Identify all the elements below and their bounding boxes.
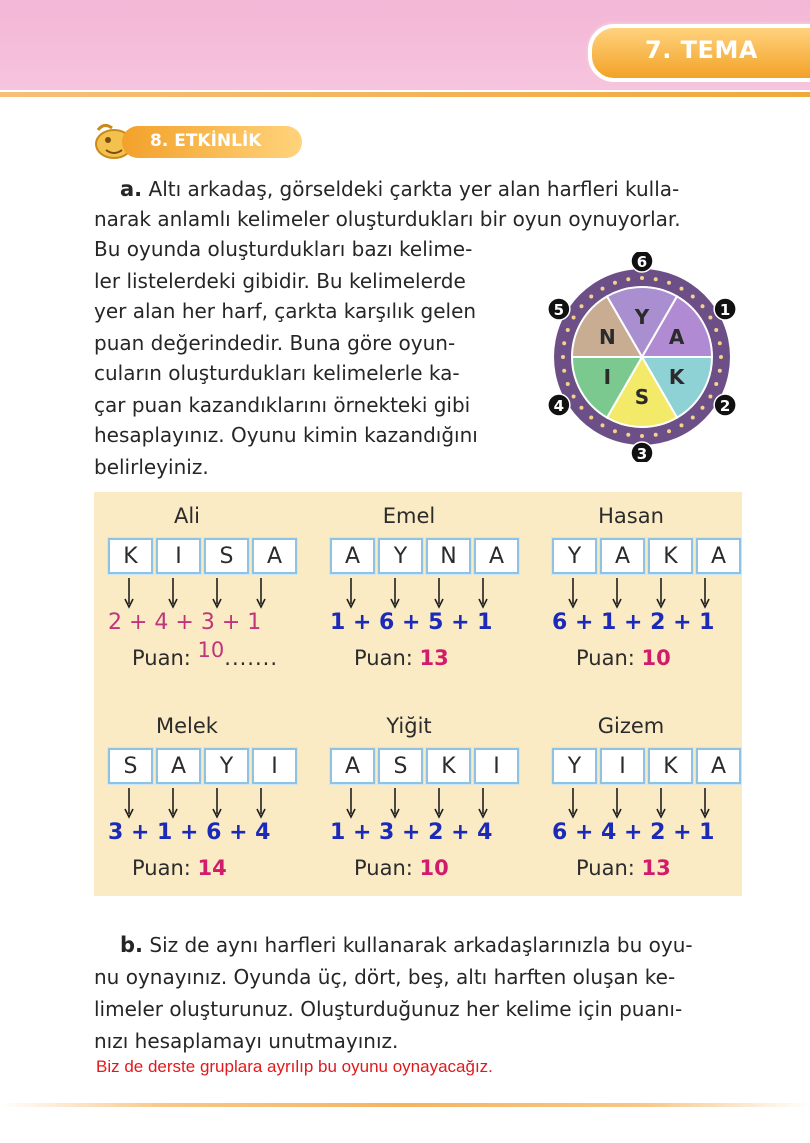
letter-box: I (474, 748, 519, 784)
arrows-group (330, 576, 510, 610)
score-label: Puan: (354, 856, 413, 880)
wheel-rim-light (562, 369, 566, 373)
part-a-line (94, 234, 472, 264)
part-a-label: a. (120, 177, 143, 201)
line-text: Altı arkadaş, görseldeki çarkta yer alan harfleri kulla- (142, 177, 680, 201)
wheel-rim-light (667, 429, 671, 433)
score-line (354, 646, 449, 670)
player-name: Melek (156, 714, 218, 738)
part-a-line (120, 174, 679, 204)
letter-box: A (252, 538, 297, 574)
score-value: 14 (197, 856, 227, 880)
score-label: Puan: (354, 646, 413, 670)
wheel-rim-light (654, 277, 658, 281)
letter-box: S (108, 748, 153, 784)
player-card (538, 492, 727, 682)
score-line (132, 856, 227, 880)
score-value-handwritten: 10 (197, 638, 225, 662)
line-text: cuların oluşturdukları kelimelerle ka- (94, 361, 460, 385)
arrows-group (330, 786, 510, 820)
word-letters (330, 538, 522, 574)
wheel-rim-light (589, 416, 593, 420)
part-a-line (94, 204, 681, 234)
word-letters (330, 748, 522, 784)
line-text: yer alan her harf, çarkta karşılık gelen (94, 299, 477, 323)
wheel-rim-light (626, 433, 630, 437)
line-text: nızı hesaplamayı unutmayınız. (94, 1029, 399, 1053)
wheel-rim-light (572, 316, 576, 320)
wheel-rim-light (561, 355, 565, 359)
footer-divider (0, 1103, 810, 1107)
wheel-rim-light (589, 294, 593, 298)
letter-box: Y (552, 538, 597, 574)
letter-box: S (378, 748, 423, 784)
line-text: nu oynayınız. Oyunda üç, dört, beş, altı harften oluşan ke- (94, 965, 676, 989)
wheel-rim-light (714, 328, 718, 332)
wheel-rim-light (708, 395, 712, 399)
players-panel (94, 492, 742, 896)
letter-box: A (600, 538, 645, 574)
score-sum: 2 + 4 + 3 + 1 (108, 610, 262, 635)
arrows-group (108, 576, 288, 610)
wheel-number: 2 (719, 397, 731, 415)
wheel-rim-light (718, 369, 722, 373)
arrows-group (108, 786, 288, 820)
wheel-rim-light (667, 281, 671, 285)
word-letters (552, 748, 744, 784)
letter-box: A (474, 538, 519, 574)
theme-label: 7. TEMA (645, 36, 758, 64)
player-card (94, 702, 280, 892)
player-name: Hasan (598, 504, 664, 528)
score-sum: 6 + 4 + 2 + 1 (552, 820, 715, 845)
wheel-letter: A (668, 325, 685, 349)
line-text: puan değerindedir. Buna göre oyun- (94, 331, 456, 355)
wheel-rim-light (613, 281, 617, 285)
score-line (354, 856, 449, 880)
wheel-rim-light (579, 406, 583, 410)
score-sum: 1 + 3 + 2 + 4 (330, 820, 493, 845)
wheel-rim-light (708, 316, 712, 320)
letter-box: A (696, 748, 741, 784)
word-letters (108, 748, 300, 784)
score-line (576, 856, 671, 880)
letter-box: A (330, 748, 375, 784)
wheel-rim-light (601, 287, 605, 291)
line-text: hesaplayınız. Oyunu kimin kazandığını (94, 423, 478, 447)
teacher-note: Biz de derste gruplara ayrılıp bu oyunu oynayacağız. (96, 1057, 493, 1076)
letter-wheel (542, 252, 742, 462)
wheel-number: 1 (719, 301, 731, 319)
wheel-number: 3 (636, 445, 648, 462)
line-text: belirleyiniz. (94, 455, 209, 479)
wheel-rim-light (701, 304, 705, 308)
wheel-rim-light (714, 382, 718, 386)
wheel-letter: I (603, 365, 612, 389)
part-a-line (94, 358, 460, 388)
score-label: Puan: (132, 856, 191, 880)
player-name: Gizem (597, 714, 665, 738)
part-a-line (94, 266, 466, 296)
wheel-rim-light (613, 429, 617, 433)
letter-box: Y (204, 748, 249, 784)
wheel-rim-light (701, 406, 705, 410)
part-a-line (94, 452, 209, 482)
wheel-rim-light (719, 355, 723, 359)
arrows-group (552, 786, 732, 820)
wheel-rim-light (562, 341, 566, 345)
part-b-label: b. (120, 933, 144, 957)
part-a-line (94, 328, 455, 358)
wheel-rim-light (640, 434, 644, 438)
player-name: Yiğit (386, 714, 432, 738)
letter-box: I (252, 748, 297, 784)
wheel-number: 6 (636, 253, 648, 271)
wheel-rim-light (579, 304, 583, 308)
score-value: 13 (419, 646, 449, 670)
wheel-rim-light (691, 416, 695, 420)
score-sum: 3 + 1 + 6 + 4 (108, 820, 271, 845)
activity-label: 8. ETKİNLİK (150, 131, 262, 151)
line-text: ler listelerdeki gibidir. Bu kelimelerde (94, 269, 466, 293)
score-label: Puan: (576, 856, 635, 880)
letter-box: K (648, 748, 693, 784)
line-text: limeler oluşturunuz. Oluşturduğunuz her kelime için puanı- (94, 997, 683, 1021)
letter-box: Y (378, 538, 423, 574)
part-b-line (94, 994, 682, 1024)
wheel-rim-light (566, 328, 570, 332)
score-sum: 6 + 1 + 2 + 1 (552, 610, 715, 635)
letter-box: K (426, 748, 471, 784)
wheel-number: 5 (553, 301, 565, 319)
letter-box: A (156, 748, 201, 784)
letter-box: S (204, 538, 249, 574)
part-b-line (120, 930, 693, 960)
wheel-rim-light (601, 423, 605, 427)
wheel-rim-light (680, 287, 684, 291)
arrows-group (552, 576, 732, 610)
letter-box: N (426, 538, 471, 574)
score-label: Puan: (132, 646, 191, 670)
score-value: 10 (641, 646, 671, 670)
wheel-number: 4 (553, 397, 565, 415)
player-card (316, 702, 502, 892)
player-name: Ali (173, 504, 201, 528)
part-a-line (94, 390, 470, 420)
letter-box: I (600, 748, 645, 784)
wheel-letter: N (598, 325, 616, 349)
part-b-line (94, 1026, 398, 1056)
player-name: Emel (382, 504, 436, 528)
wheel-letter: Y (634, 305, 650, 329)
letter-box: A (330, 538, 375, 574)
letter-box: Y (552, 748, 597, 784)
score-value: 13 (641, 856, 671, 880)
letter-box: K (108, 538, 153, 574)
wheel-rim-light (566, 382, 570, 386)
header-divider (0, 92, 810, 97)
line-text: çar puan kazandıklarını örnekteki gibi (94, 393, 471, 417)
player-card (94, 492, 283, 682)
word-letters (108, 538, 300, 574)
wheel-letter: K (668, 365, 685, 389)
line-text: Siz de aynı harfleri kullanarak arkadaşlarınızla bu oyu- (143, 933, 693, 957)
player-card (538, 702, 727, 892)
part-a-line (94, 296, 476, 326)
wheel-rim-light (626, 277, 630, 281)
letter-box: K (648, 538, 693, 574)
answer-blank: ....... (224, 646, 279, 670)
score-value: 10 (419, 856, 449, 880)
part-b-line (94, 962, 675, 992)
line-text: narak anlamlı kelimeler oluşturdukları bir oyun oynuyorlar. (94, 207, 681, 231)
score-line (132, 638, 279, 670)
score-label: Puan: (576, 646, 635, 670)
wheel-rim-light (691, 294, 695, 298)
wheel-rim-light (718, 341, 722, 345)
part-a-line (94, 420, 478, 450)
line-text: Bu oyunda oluşturdukları bazı kelime- (94, 237, 473, 261)
wheel-rim-light (640, 276, 644, 280)
wheel-rim-light (654, 433, 658, 437)
score-sum: 1 + 6 + 5 + 1 (330, 610, 493, 635)
wheel-rim-light (572, 395, 576, 399)
word-letters (552, 538, 744, 574)
wheel-rim-light (680, 423, 684, 427)
player-card (316, 492, 505, 682)
score-line (576, 646, 671, 670)
wheel-letter: S (634, 385, 650, 409)
letter-box: A (696, 538, 741, 574)
letter-box: I (156, 538, 201, 574)
